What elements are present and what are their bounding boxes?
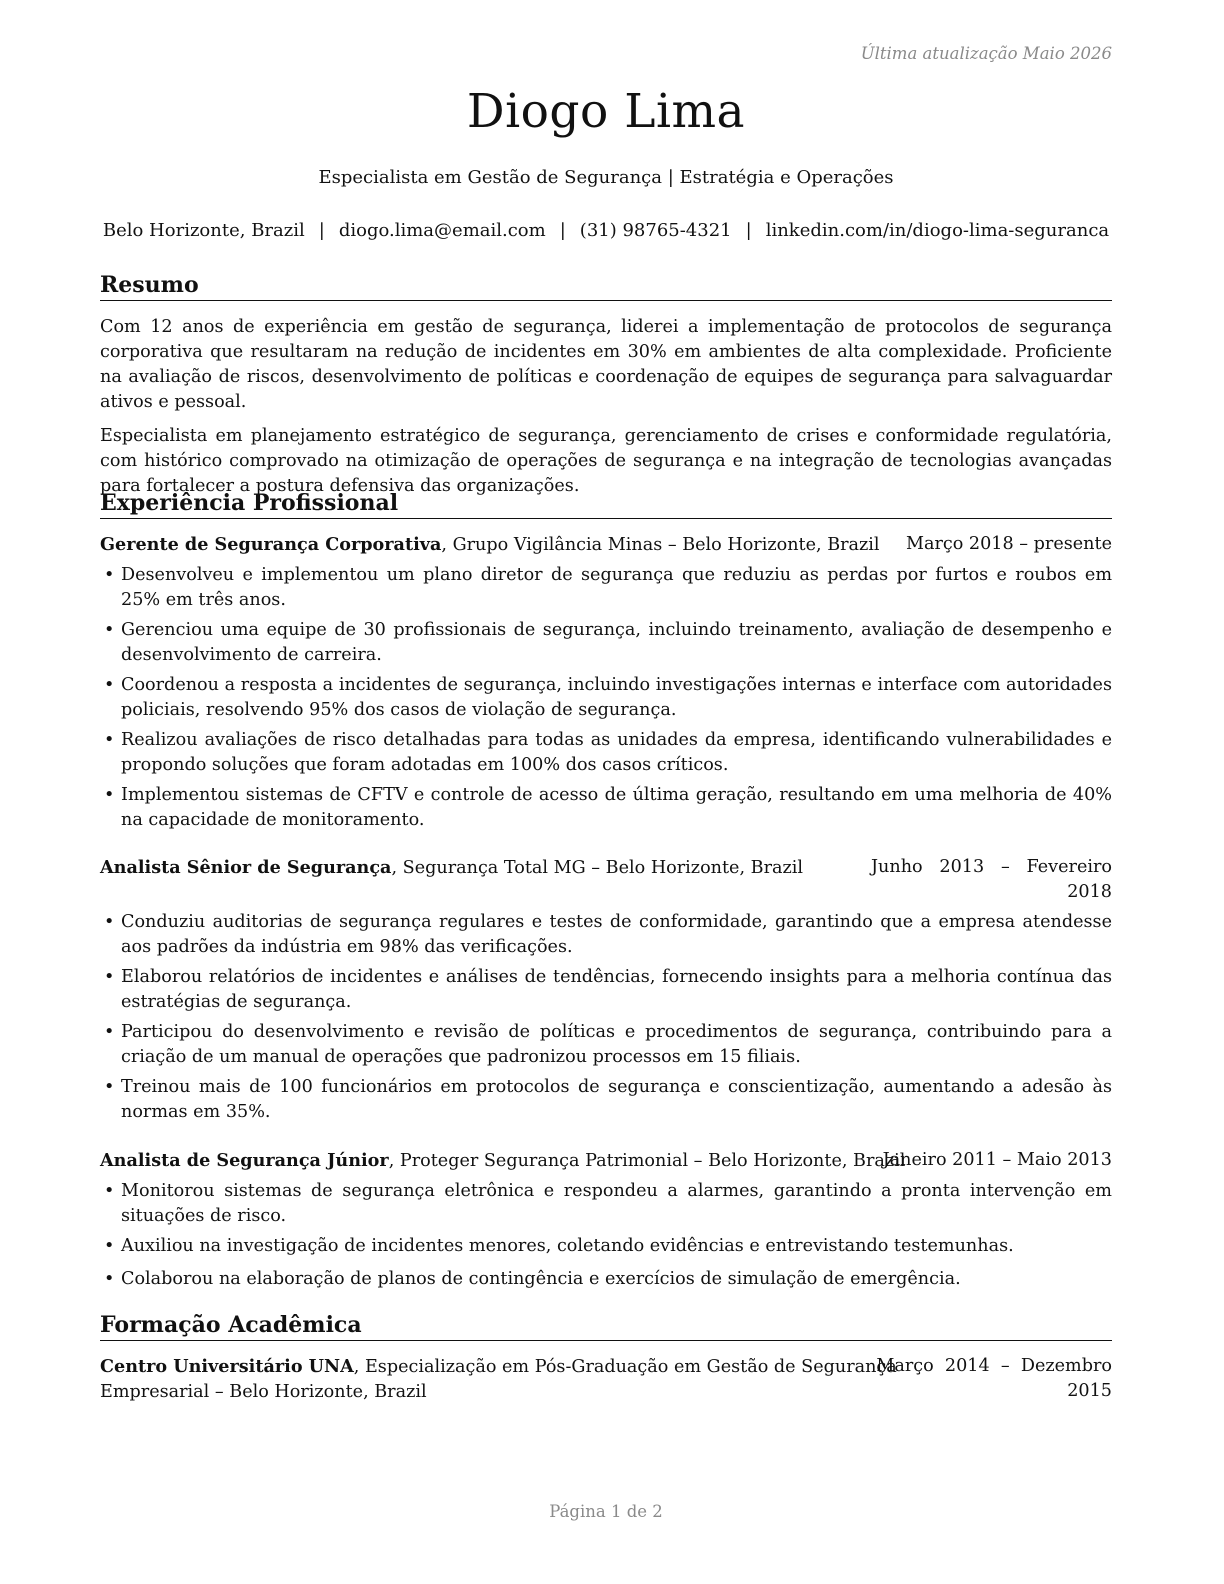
bullet-text: Treinou mais de 100 funcionários em protocolos de segurança e conscientização, aumentando a adesão às normas em 35%. — [121, 1077, 1112, 1122]
bullet-text: Gerenciou uma equipe de 30 profissionais de segurança, incluindo treinamento, avaliação de desempenho e desenvolvimento de carreira. — [121, 620, 1112, 665]
bullet-text: Conduziu auditorias de segurança regulares e testes de conformidade, garantindo que a empresa atendesse aos padrões da indústria em 98% das verificações. — [121, 912, 1112, 957]
last-updated-note: Última atualização Maio 2026 — [860, 44, 1112, 63]
education-entry — [100, 1354, 1112, 1404]
bullet-icon: • — [104, 730, 115, 750]
job-company: , Segurança Total MG – Belo Horizonte, Brazil — [391, 858, 804, 878]
bullet-text: Implementou sistemas de CFTV e controle de acesso de última geração, resultando em uma melhoria de 40% na capacidade de monitoramento. — [121, 785, 1112, 830]
bullet-text: Desenvolveu e implementou um plano diretor de segurança que reduziu as perdas por furtos e roubos em 25% em três anos. — [121, 565, 1112, 610]
contact-linkedin[interactable]: linkedin.com/in/diogo-lima-seguranca — [765, 220, 1110, 241]
job-dates — [871, 855, 1112, 905]
job-bullets — [100, 1179, 1112, 1292]
education-header — [100, 1354, 1112, 1404]
contact-email[interactable]: diogo.lima@email.com — [338, 220, 546, 241]
summary-heading: Resumo — [100, 271, 1112, 301]
job-role: Analista Sênior de Segurança — [100, 857, 392, 878]
bullet-text: Participou do desenvolvimento e revisão de políticas e procedimentos de segurança, contribuindo para a criação de um manual de operações que padronizou processos em 15 filiais. — [121, 1022, 1112, 1067]
job-role: Analista de Segurança Júnior — [100, 1150, 389, 1171]
education-detail — [100, 1354, 897, 1405]
bullet-icon: • — [104, 620, 115, 640]
list-item — [100, 910, 1112, 960]
summary-section — [100, 271, 1112, 499]
job-entry — [100, 1148, 1112, 1292]
summary-paragraph: Com 12 anos de experiência em gestão de segurança, liderei a implementação de protocolos de segurança corporativa que resultaram na redução de incidentes em 30% em ambientes de alta complexidade. Proficiente na avaliação de riscos, desenvolvimento de políticas e coordenação de equipes de segurança para salvaguardar ativos e pessoal. — [100, 317, 1112, 412]
education-dates — [876, 1354, 1112, 1404]
list-item — [100, 563, 1112, 613]
contact-location: Belo Horizonte, Brazil — [102, 220, 305, 241]
candidate-tagline: Especialista em Gestão de Segurança | Estratégia e Operações — [318, 167, 894, 188]
education-institution: Centro Universitário UNA — [100, 1356, 354, 1377]
bullet-icon: • — [104, 1181, 115, 1201]
bullet-text: Monitorou sistemas de segurança eletrônica e respondeu a alarmes, garantindo a pronta intervenção em situações de risco. — [121, 1181, 1112, 1226]
list-item — [100, 728, 1112, 778]
list-item — [100, 618, 1112, 668]
contact-separator: | — [559, 220, 566, 241]
job-header — [100, 1148, 1112, 1174]
job-dates-line: Junho 2013 – Fevereiro — [870, 857, 1112, 877]
education-heading: Formação Acadêmica — [100, 1311, 1112, 1341]
bullet-icon: • — [104, 1269, 115, 1289]
list-item — [100, 1234, 1112, 1259]
list-item — [100, 1267, 1112, 1292]
job-dates: Março 2018 – presente — [905, 534, 1112, 554]
job-bullets — [100, 910, 1112, 1125]
education-dates-line: 2015 — [1067, 1381, 1112, 1401]
bullet-text: Coordenou a resposta a incidentes de segurança, incluindo investigações internas e interface com autoridades policiais, resolvendo 95% dos casos de violação de segurança. — [121, 675, 1112, 720]
job-header — [100, 855, 1112, 905]
contact-phone: (31) 98765-4321 — [579, 220, 732, 241]
candidate-name: Diogo Lima — [466, 84, 746, 139]
bullet-icon: • — [104, 1236, 115, 1256]
contact-separator: | — [745, 220, 752, 241]
bullet-icon: • — [104, 1077, 115, 1097]
job-company: , Proteger Segurança Patrimonial – Belo Horizonte, Brazil — [388, 1151, 906, 1171]
list-item — [100, 1020, 1112, 1070]
contact-line — [100, 220, 1112, 241]
job-dates: Janeiro 2011 – Maio 2013 — [882, 1150, 1112, 1170]
list-item — [100, 673, 1112, 723]
education-section — [100, 1311, 1112, 1341]
job-entry — [100, 532, 1112, 833]
list-item — [100, 1075, 1112, 1125]
bullet-icon: • — [104, 1022, 115, 1042]
job-entry — [100, 855, 1112, 1125]
experience-heading: Experiência Profissional — [100, 489, 1112, 519]
list-item — [100, 965, 1112, 1015]
bullet-icon: • — [104, 912, 115, 932]
education-program-cont: Empresarial – Belo Horizonte, Brazil — [100, 1382, 427, 1402]
job-role: Gerente de Segurança Corporativa — [100, 534, 442, 555]
job-bullets — [100, 563, 1112, 833]
bullet-icon: • — [104, 675, 115, 695]
bullet-text: Elaborou relatórios de incidentes e análises de tendências, fornecendo insights para a melhoria contínua das estratégias de segurança. — [121, 967, 1112, 1012]
education-dates-line: Março 2014 – Dezembro — [876, 1356, 1112, 1376]
job-company: , Grupo Vigilância Minas – Belo Horizonte, Brazil — [441, 535, 880, 555]
experience-section — [100, 489, 1112, 519]
job-header — [100, 532, 1112, 558]
education-program: , Especialização em Pós-Graduação em Gestão de Segurança — [353, 1357, 897, 1377]
bullet-text: Colaborou na elaboração de planos de contingência e exercícios de simulação de emergência. — [121, 1269, 961, 1289]
job-dates-line: 2018 — [1067, 882, 1112, 902]
bullet-icon: • — [104, 565, 115, 585]
contact-separator: | — [318, 220, 325, 241]
bullet-text: Realizou avaliações de risco detalhadas para todas as unidades da empresa, identificando vulnerabilidades e propondo soluções que foram adotadas em 100% dos casos críticos. — [121, 730, 1112, 775]
bullet-icon: • — [104, 967, 115, 987]
resume-page — [100, 0, 1112, 1584]
page-number: Página 1 de 2 — [549, 1502, 663, 1521]
list-item — [100, 1179, 1112, 1229]
bullet-icon: • — [104, 785, 115, 805]
summary-paragraph: Especialista em planejamento estratégico de segurança, gerenciamento de crises e conformidade regulatória, com histórico comprovado na otimização de operações de segurança e na integração de tecnologias avançadas para fortalecer a postura defensiva das organizações. — [100, 426, 1112, 496]
bullet-text: Auxiliou na investigação de incidentes menores, coletando evidências e entrevistando testemunhas. — [121, 1236, 1014, 1256]
list-item — [100, 783, 1112, 833]
